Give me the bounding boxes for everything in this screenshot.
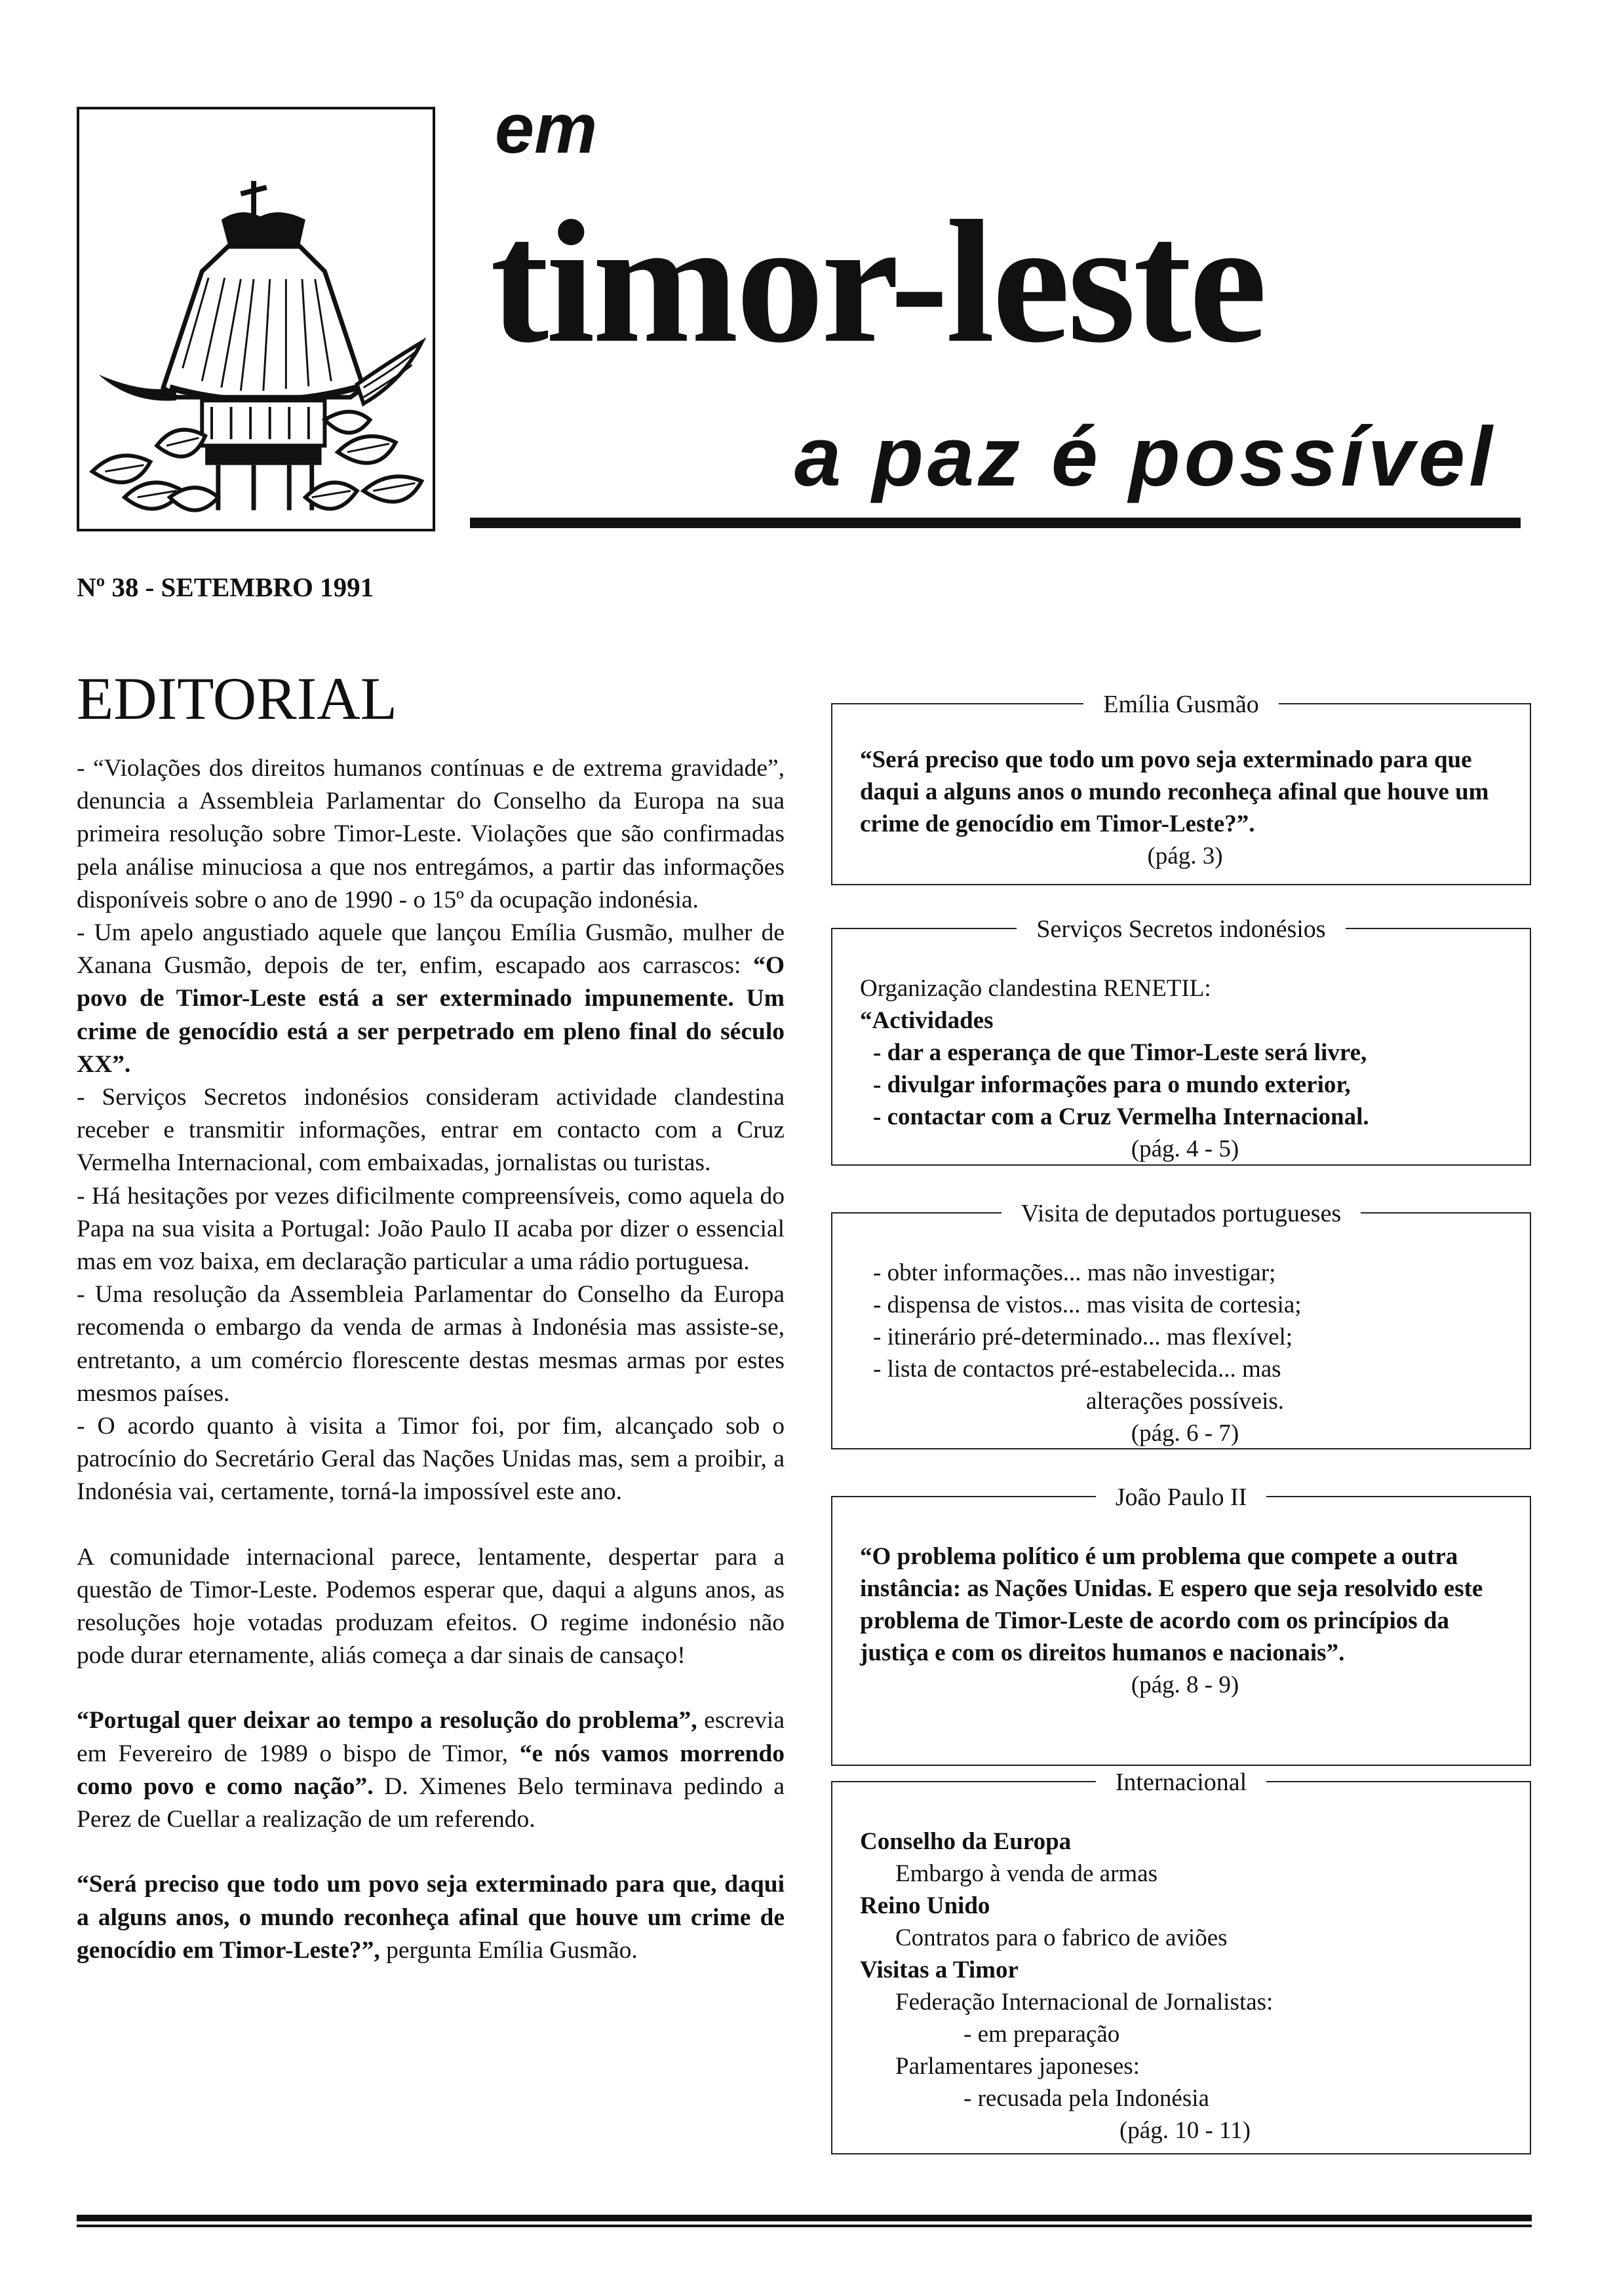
editorial-paragraph: - Há hesitações por vezes dificilmente compreensíveis, como aquela do Papa na sua visita a Portugal: João Paulo II acaba por dizer o essencial mas em voz baixa, em declaração particular a uma rádio portuguesa. (77, 1182, 785, 1276)
section-status: - em preparação (963, 2021, 1120, 2048)
sidebar-box-servicos (831, 915, 1531, 1166)
masthead-logo (77, 107, 435, 531)
editorial-text: escrevia em Fevereiro de 1989 o bispo de Timor, (77, 1707, 785, 1767)
editorial-text: - Um apelo angustiado aquele que lançou Emília Gusmão, mulher de Xanana Gusmão, depois de ter, enfim, escapado aos carrascos: (77, 919, 785, 980)
masthead-title: timor-leste (490, 184, 1265, 379)
sidebar-box-emilia (831, 691, 1531, 885)
sidebar-box-internacional (831, 1769, 1531, 2154)
page-reference: (pág. 8 - 9) (1131, 1672, 1239, 1698)
editorial-paragraph: - Serviços Secretos indonésios consideram actividade clandestina receber e transmitir informações, entrar em contacto com a Cruz Vermelha Internacional, com embaixadas, jornalistas ou turistas. (77, 1084, 785, 1177)
editorial-paragraph (77, 917, 785, 1081)
editorial-body (77, 752, 785, 1967)
masthead-prefix: em (495, 88, 598, 168)
editorial-quote: “e nós vamos morrendo como povo e como nação”. (77, 1740, 785, 1800)
box-title: Internacional (1096, 1769, 1266, 1796)
box-title: Visita de deputados portugueses (1002, 1200, 1361, 1227)
box-title: Emília Gusmão (1083, 691, 1278, 718)
editorial-paragraph: A comunidade internacional parece, lentamente, despertar para a questão de Timor-Leste. Podemos esperar que, daqui a alguns anos, as resoluções hoje votadas produzam efeitos. O regime indonésio não pode durar eternamente, aliás começa a dar sinais de cansaço! (77, 1543, 785, 1670)
masthead-subtitle: a paz é possível (794, 410, 1496, 504)
editorial-text: pergunta Emília Gusmão. (379, 1936, 638, 1964)
editorial-paragraph (77, 1868, 785, 1967)
section-status: - recusada pela Indonésia (963, 2085, 1209, 2112)
box-title: Serviços Secretos indonésios (1017, 915, 1345, 943)
box-quote: “Será preciso que todo um povo seja exterminado para que daqui a alguns anos o mundo reconheça afinal que houve um crime de genocídio em Timor-Leste?”. (860, 746, 1489, 837)
page-reference: (pág. 3) (1147, 843, 1223, 870)
list-item: - dar a esperança de que Timor-Leste será livre, (873, 1039, 1367, 1066)
box-heading: “Actividades (860, 1007, 994, 1034)
section-item: Federação Internacional de Jornalistas: (895, 1989, 1274, 2016)
editorial-paragraph: - Uma resolução da Assembleia Parlamentar do Conselho da Europa recomenda o embargo da venda de armas à Indonésia mas assiste-se, entretanto, a um comércio florescente destas mesmas armas por estes mesmos países. (77, 1281, 785, 1407)
section-item: Embargo à venda de armas (895, 1860, 1158, 1887)
list-item-continuation: alterações possíveis. (1085, 1388, 1285, 1415)
editorial-quote: “Será preciso que todo um povo seja exterminado para que, daqui a alguns anos, o mundo reconheça afinal que houve um crime de genocídio em Timor-Leste?”, (77, 1871, 785, 1964)
list-item: - contactar com a Cruz Vermelha Internacional. (873, 1103, 1369, 1130)
sidebar-box-visita (831, 1200, 1531, 1449)
page-reference: (pág. 10 - 11) (1119, 2117, 1251, 2144)
editorial-text: D. Ximenes Belo terminava pedindo a Perez de Cuellar a realização de um referendo. (77, 1772, 785, 1833)
box-intro: Organização clandestina RENETIL: (860, 975, 1211, 1002)
page-reference: (pág. 4 - 5) (1131, 1136, 1239, 1162)
timorese-house-icon (79, 109, 433, 529)
footer-rule (77, 2225, 1532, 2227)
editorial-quote: “Portugal quer deixar ao tempo a resolução do problema”, (77, 1707, 697, 1734)
page-reference: (pág. 6 - 7) (1131, 1420, 1239, 1447)
masthead-rule (470, 518, 1521, 528)
issue-line: Nº 38 - SETEMBRO 1991 (77, 572, 374, 602)
editorial-quote: “O povo de Timor-Leste está a ser exterminado impunemente. Um crime de genocídio está a ser perpetrado em pleno final do século XX”. (77, 952, 785, 1078)
section-heading: Visitas a Timor (860, 1957, 1019, 1983)
list-item: - dispensa de vistos... mas visita de cortesia; (873, 1292, 1302, 1318)
list-item: - divulgar informações para o mundo exterior, (873, 1071, 1351, 1098)
editorial-heading: EDITORIAL (77, 665, 397, 732)
list-item: - itinerário pré-determinado... mas flexível; (873, 1324, 1293, 1350)
editorial-paragraph: - O acordo quanto à visita a Timor foi, por fim, alcançado sob o patrocínio do Secretário Geral das Nações Unidas mas, sem a proibir, a Indonésia vai, certamente, torná-la impossível este ano. (77, 1413, 785, 1506)
footer-rule (77, 2215, 1532, 2221)
editorial-paragraph (77, 1704, 785, 1836)
box-quote: “O problema político é um problema que compete a outra instância: as Nações Unidas. E espero que seja resolvido este problema de Timor-Leste de acordo com os princípios da justiça e com os direitos humanos e nacionais”. (860, 1543, 1483, 1666)
list-item: - obter informações... mas não investigar; (873, 1259, 1276, 1286)
section-heading: Conselho da Europa (860, 1828, 1072, 1855)
sidebar-box-joao-paulo (831, 1483, 1531, 1766)
section-item: Parlamentares japoneses: (895, 2053, 1140, 2080)
section-item: Contratos para o fabrico de aviões (895, 1924, 1228, 1951)
section-heading: Reino Unido (860, 1892, 990, 1919)
box-title: João Paulo II (1096, 1483, 1267, 1511)
editorial-paragraph: - “Violações dos direitos humanos contínuas e de extrema gravidade”, denuncia a Assembleia Parlamentar do Conselho da Europa na sua primeira resolução sobre Timor-Leste. Violações que são confirmadas pela análise minuciosa a que nos entregámos, a partir das informações disponíveis sobre o ano de 1990 - o 15º da ocupação indonésia. (77, 755, 785, 913)
list-item: - lista de contactos pré-estabelecida... mas (873, 1356, 1281, 1383)
